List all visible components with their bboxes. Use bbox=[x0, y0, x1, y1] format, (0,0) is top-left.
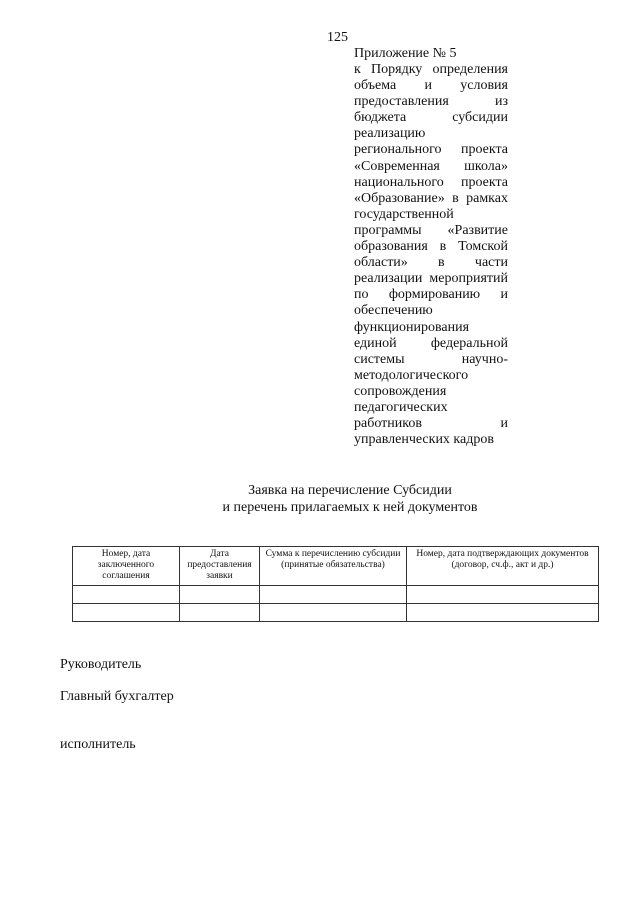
header-supporting-documents: Номер, дата подтверждающих документов (договор, сч.ф., акт и др.) bbox=[407, 547, 599, 586]
table-cell[interactable] bbox=[180, 604, 260, 622]
document-title-line-2: и перечень прилагаемых к ней документов bbox=[222, 500, 478, 515]
table-cell[interactable] bbox=[73, 604, 180, 622]
header-request-date: Дата предоставления заявки bbox=[180, 547, 260, 586]
table-cell[interactable] bbox=[180, 586, 260, 604]
signature-head-label: Руководитель bbox=[60, 657, 142, 672]
table-cell[interactable] bbox=[260, 604, 407, 622]
table-cell[interactable] bbox=[407, 604, 599, 622]
table-row bbox=[73, 586, 599, 604]
header-subsidy-amount: Сумма к перечислению субсидии (принятые обязательства) bbox=[260, 547, 407, 586]
header-agreement-number: Номер, дата заключенного соглашения bbox=[73, 547, 180, 586]
page-number: 125 bbox=[327, 30, 348, 45]
document-title bbox=[0, 482, 640, 516]
table-cell[interactable] bbox=[260, 586, 407, 604]
appendix-title: Приложение № 5 bbox=[354, 46, 457, 61]
signature-chief-accountant-label: Главный бухгалтер bbox=[60, 689, 174, 704]
request-table bbox=[72, 546, 599, 622]
table-cell[interactable] bbox=[407, 586, 599, 604]
document-title-line-1: Заявка на перечисление Субсидии bbox=[248, 483, 452, 498]
signature-executor-label: исполнитель bbox=[60, 737, 136, 752]
table-row bbox=[73, 604, 599, 622]
table-cell[interactable] bbox=[73, 586, 180, 604]
table-header-row bbox=[73, 547, 599, 586]
appendix-text: к Порядку определения объема и условия предоставления из бюджета субсидии реализацию регионального проекта «Современная школа» национального проекта «Образование» в рамках государственной программы «Развитие образования в Томской области» в части реализации мероприятий по формированию и обеспечению функционирования единой федеральной системы научно-методологического сопровождения педагогических работников и управленческих кадров bbox=[354, 62, 508, 448]
